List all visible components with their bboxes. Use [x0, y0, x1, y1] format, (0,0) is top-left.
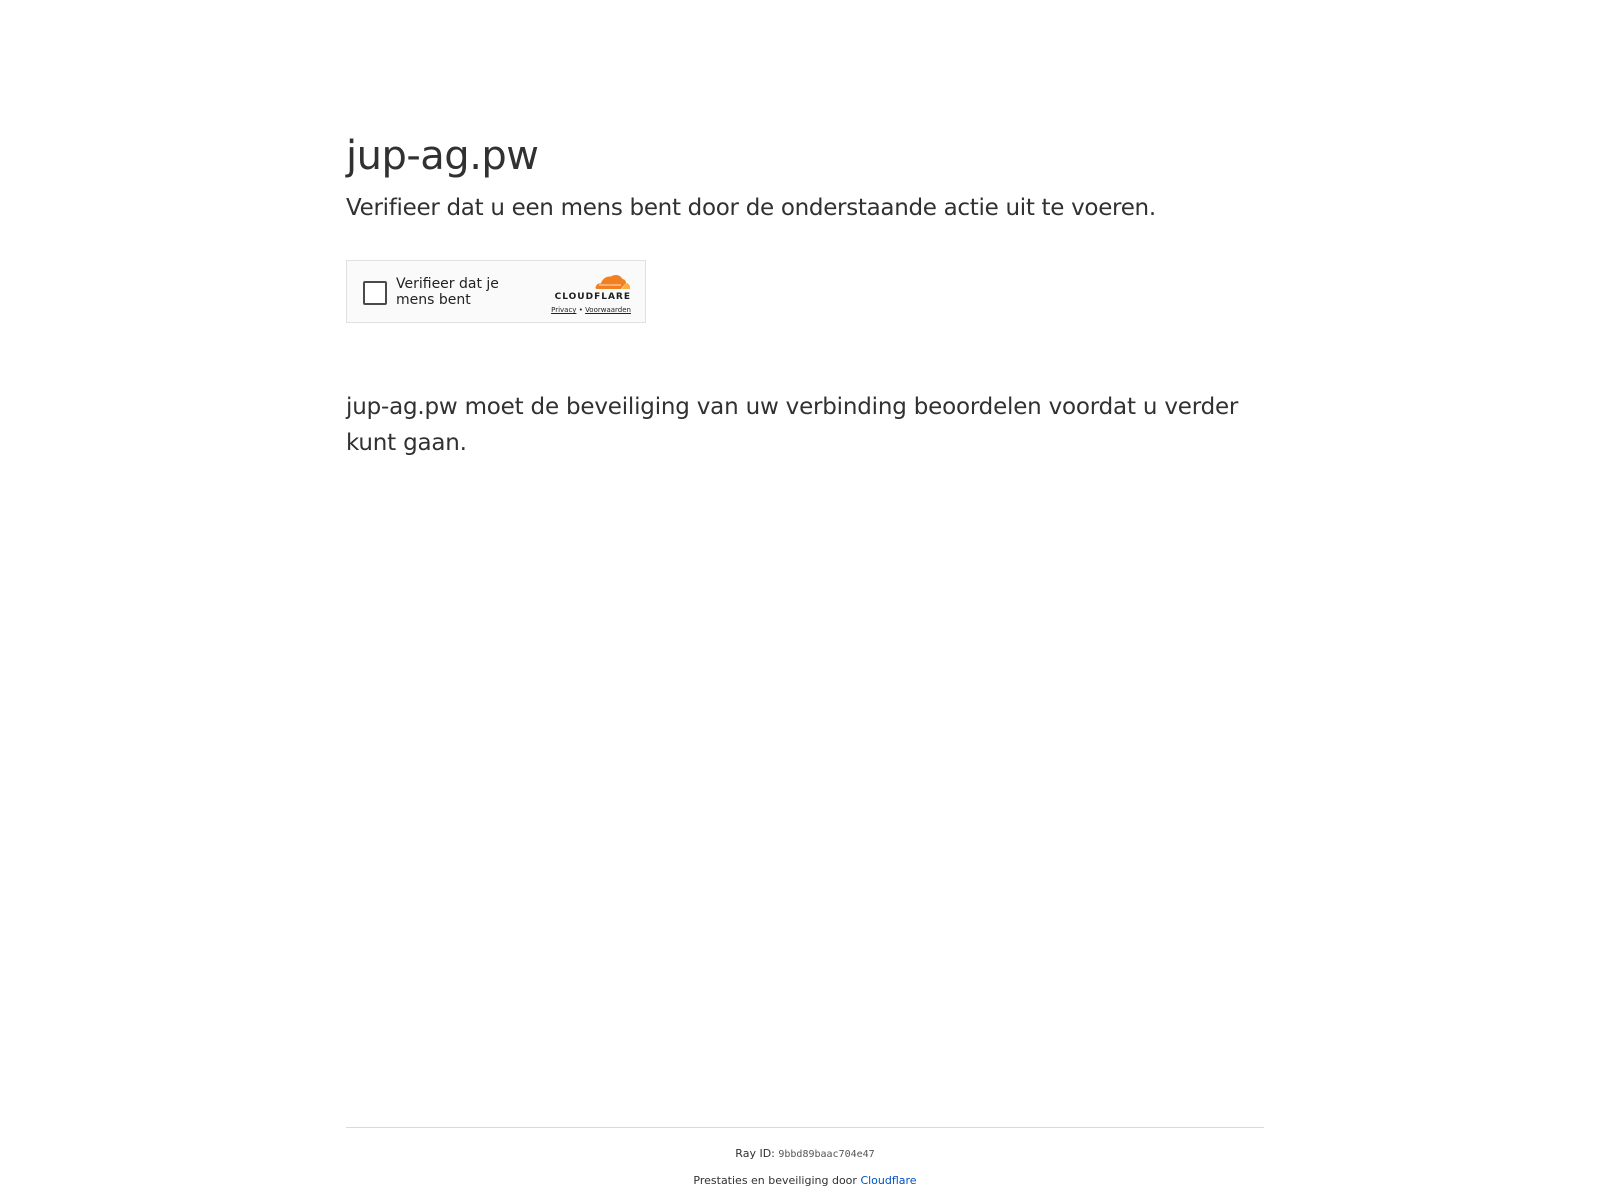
ray-label: Ray ID:	[735, 1147, 775, 1160]
explanation-text: jup-ag.pw moet de beveiliging van uw verbinding beoordelen voordat u verder kunt gaan.	[346, 394, 1239, 456]
link-separator: •	[578, 306, 583, 314]
performance-credit	[346, 1173, 1264, 1189]
cloudflare-wordmark: CLOUDFLARE	[554, 292, 631, 302]
main-content	[346, 128, 1266, 461]
verify-checkbox-label[interactable]: Verifieer dat je mens bent	[396, 276, 499, 308]
turnstile-widget	[346, 260, 646, 323]
cloudflare-link[interactable]: Cloudflare	[860, 1174, 917, 1187]
ray-info	[346, 1146, 1264, 1163]
site-title: jup-ag.pw	[346, 133, 539, 179]
cloudflare-links	[539, 305, 631, 315]
instruction-text: Verifieer dat u een mens bent door de onderstaande actie uit te voeren.	[346, 195, 1156, 221]
privacy-link[interactable]: Privacy	[551, 306, 577, 314]
terms-link[interactable]: Voorwaarden	[585, 306, 631, 314]
cloudflare-cloud-icon	[593, 271, 631, 291]
cloudflare-branding	[539, 271, 631, 315]
ray-id: 9bbd89baac704e47	[778, 1149, 875, 1160]
performance-text: Prestaties en beveiliging door	[693, 1174, 857, 1187]
verify-checkbox[interactable]	[363, 281, 387, 305]
footer	[346, 1127, 1264, 1189]
